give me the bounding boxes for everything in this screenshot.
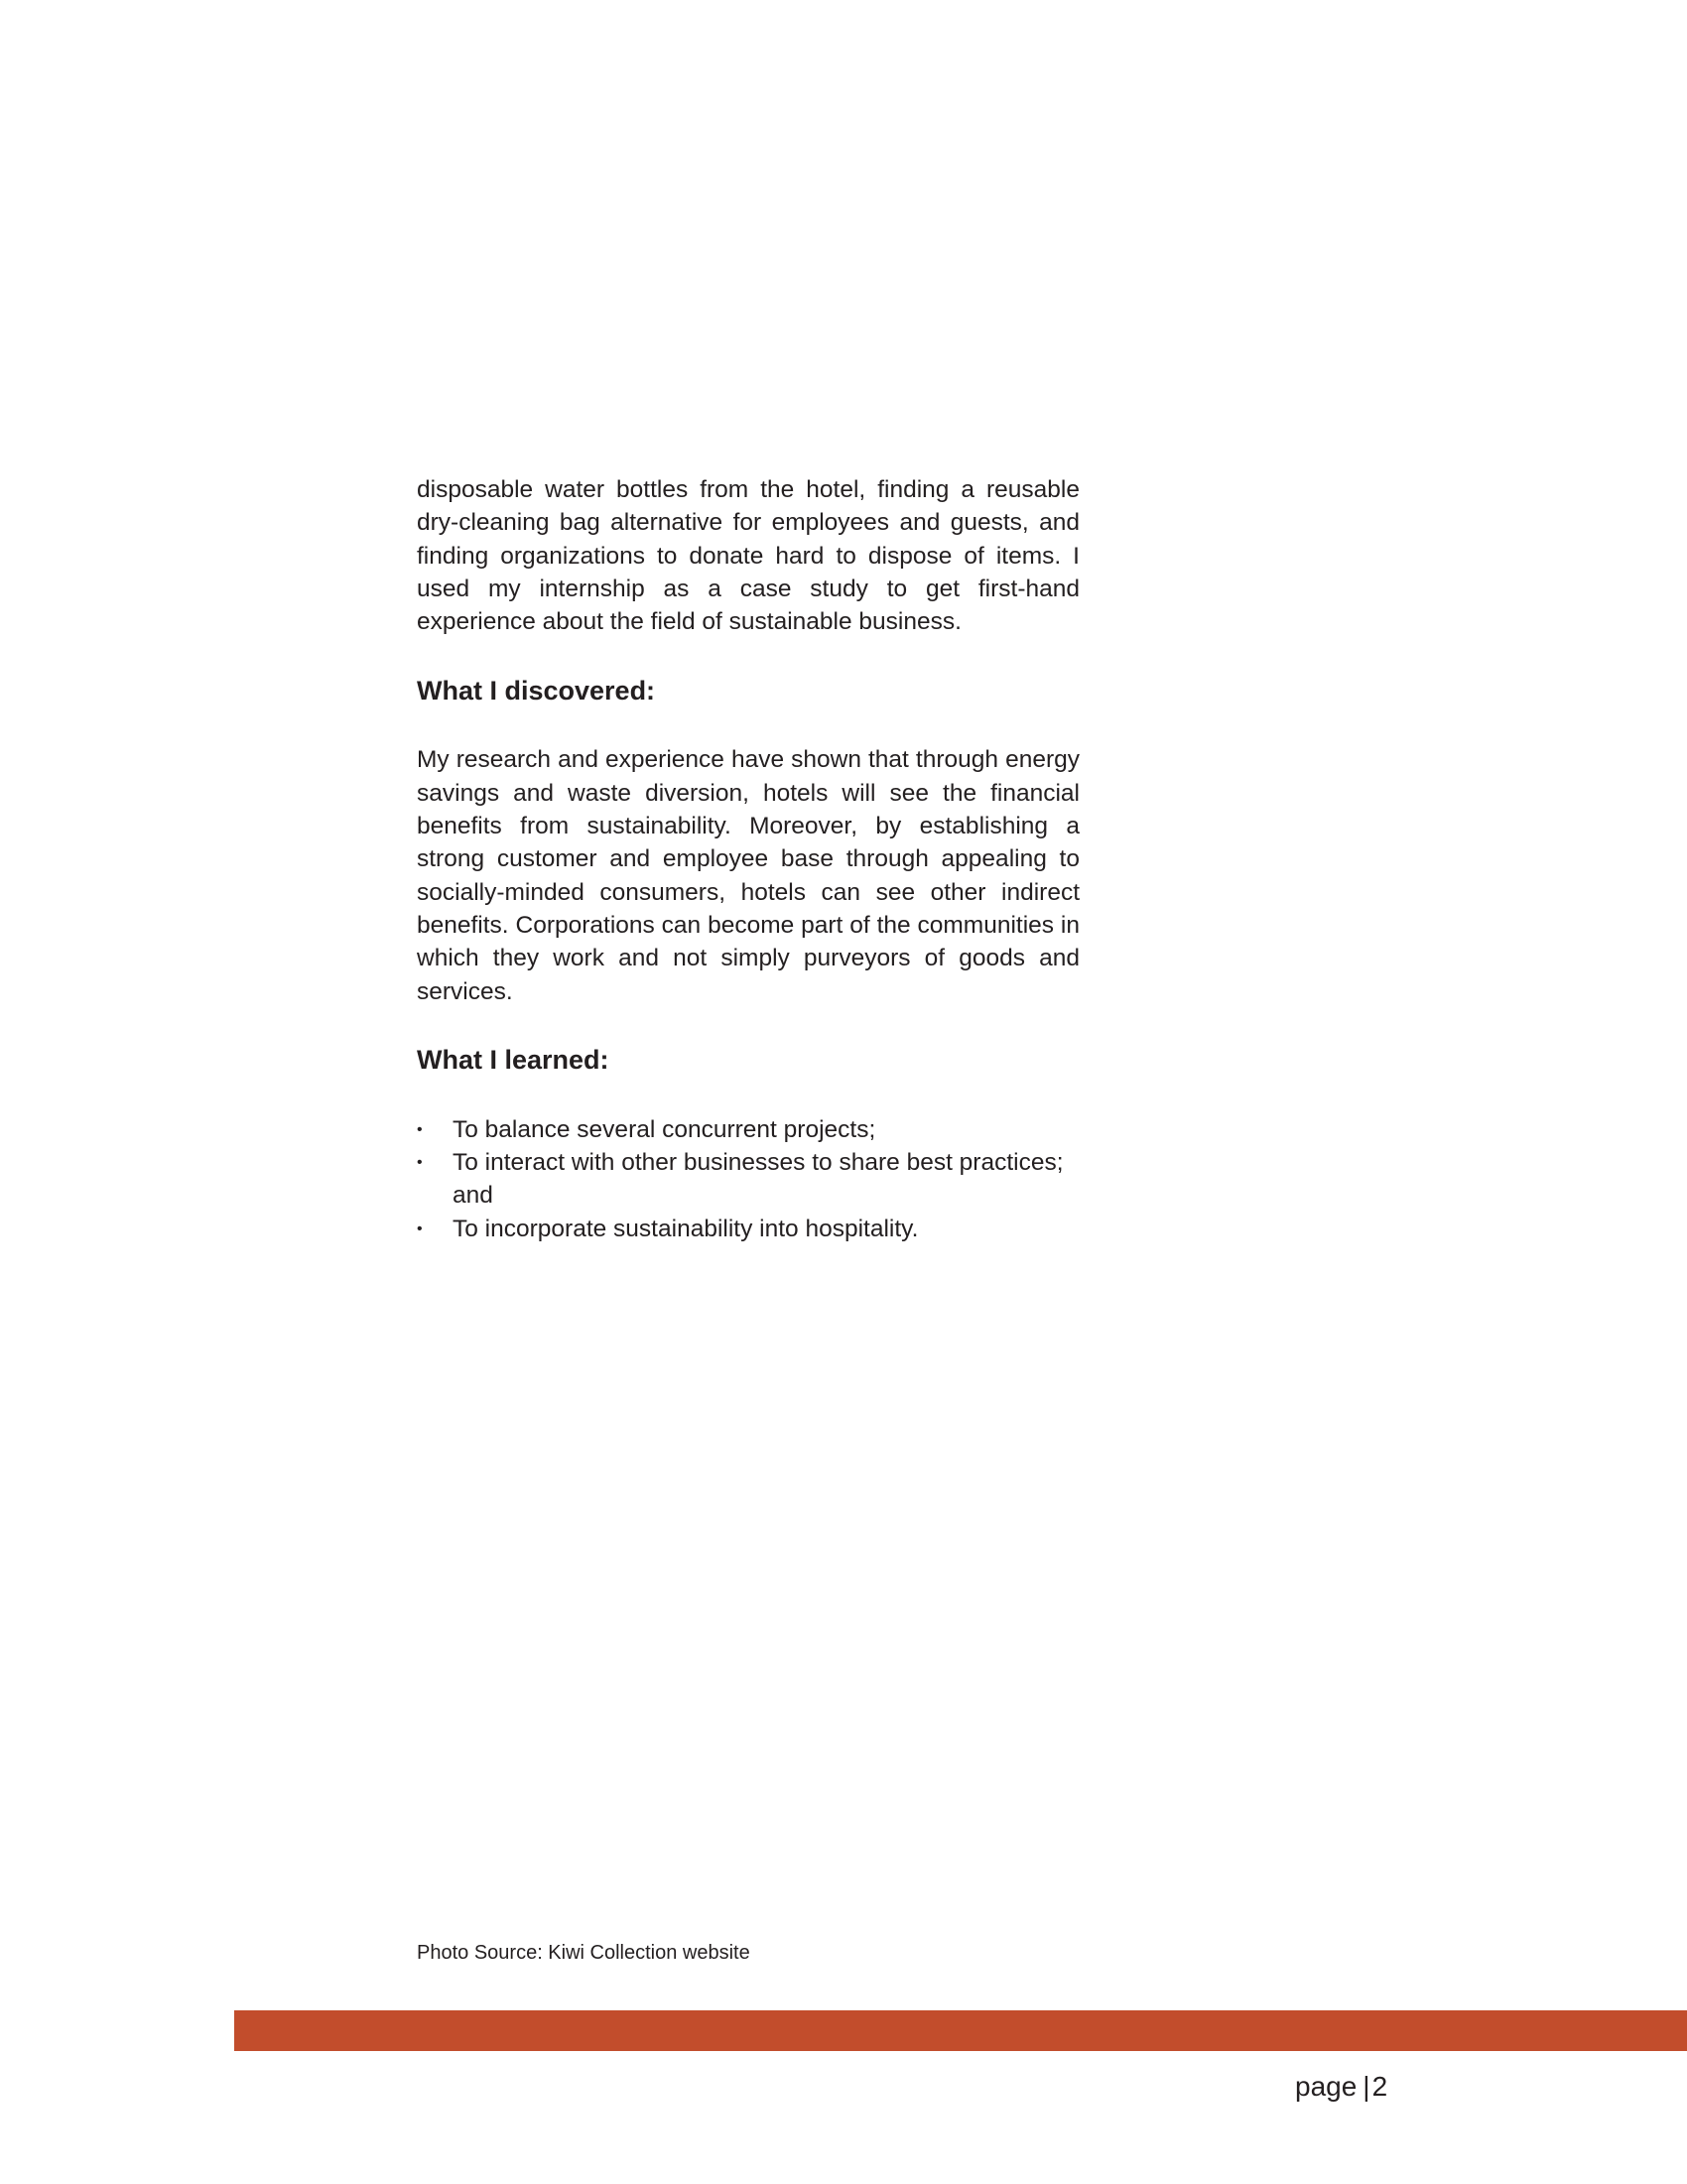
bullet-icon: •	[417, 1154, 423, 1172]
page-number	[1295, 2070, 1387, 2104]
list-item-text: To balance several concurrent projects;	[453, 1115, 876, 1143]
page-label: page	[1295, 2071, 1358, 2102]
footer-bar	[234, 2010, 1687, 2051]
page-number-value: 2	[1371, 2071, 1388, 2102]
page-separator: |	[1363, 2071, 1370, 2102]
list-item-text: To interact with other businesses to share best practices; and	[453, 1149, 1064, 1210]
bullet-icon: •	[417, 1120, 423, 1138]
intro-paragraph: disposable water bottles from the hotel, finding a reusable dry-cleaning bag alternative for employees and guests, and finding organizations to donate hard to dispose of items. I used my internship as a case study to get first-hand experience about the field of sustainable business.	[417, 476, 1080, 636]
list-item	[417, 1113, 1080, 1146]
learned-heading: What I learned:	[417, 1044, 609, 1075]
main-content	[417, 473, 1080, 1245]
discovered-paragraph: My research and experience have shown that through energy savings and waste diversion, hotels will see the financial benefits from sustainability. Moreover, by establishing a strong customer and employee base through appealing to socially-minded consumers, hotels can see other indirect benefits. Corporations can become part of the communities in which they work and not simply purveyors of goods and services.	[417, 746, 1080, 1005]
bullet-icon: •	[417, 1220, 423, 1237]
list-item-text: To incorporate sustainability into hospitality.	[453, 1215, 919, 1242]
learned-list	[417, 1113, 1080, 1245]
list-item	[417, 1213, 1080, 1245]
discovered-heading: What I discovered:	[417, 676, 656, 707]
photo-source-caption: Photo Source: Kiwi Collection website	[417, 1942, 750, 1964]
list-item	[417, 1146, 1080, 1213]
